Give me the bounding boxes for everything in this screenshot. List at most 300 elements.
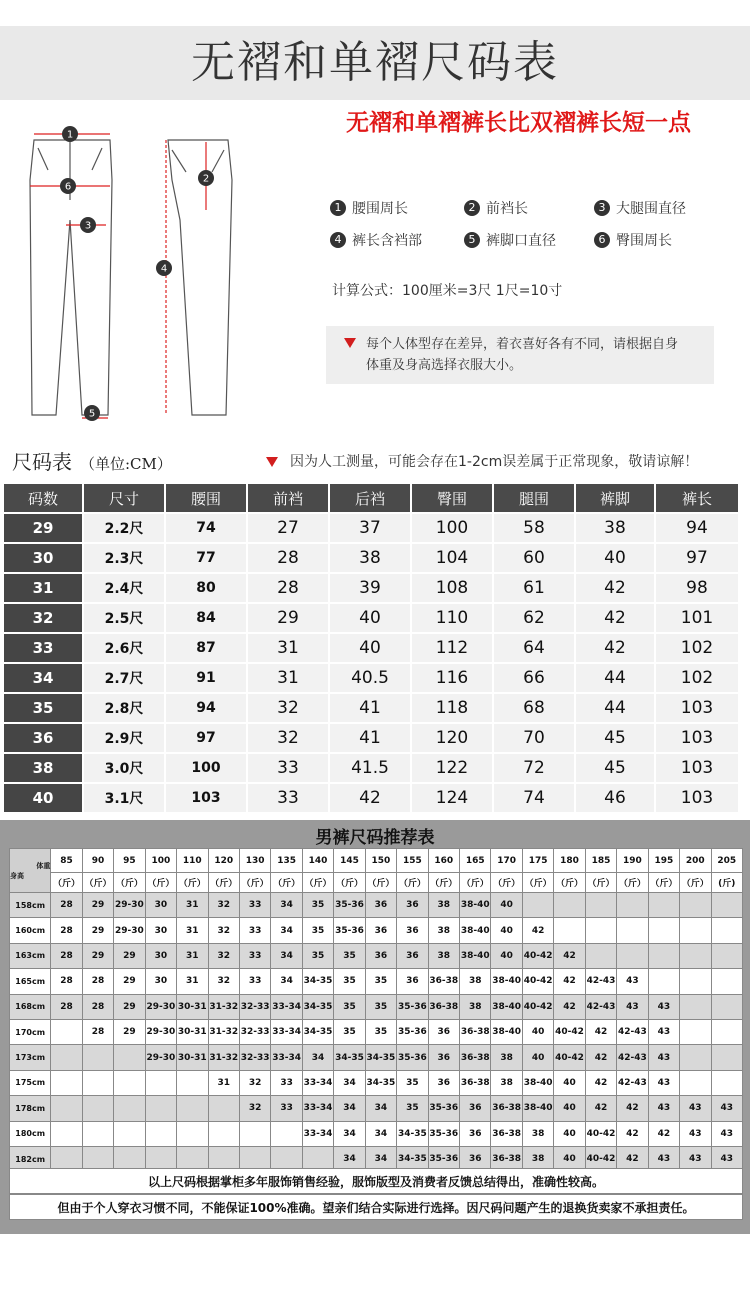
recommend-row xyxy=(10,918,743,943)
size-cell: 2.4尺 xyxy=(84,574,164,602)
size-cell: 80 xyxy=(166,574,246,602)
recommend-cell: 43 xyxy=(648,1045,679,1070)
recommend-cell: 42-43 xyxy=(617,1045,648,1070)
size-col-header: 裤长 xyxy=(656,484,738,512)
recommend-cell: 34 xyxy=(302,1045,333,1070)
legend-label: 臀围周长 xyxy=(616,233,672,249)
recommend-cell: 33-34 xyxy=(271,1045,302,1070)
marker-2-label: 2 xyxy=(202,173,210,185)
recommend-cell: 28 xyxy=(51,893,82,918)
recommend-cell: 40 xyxy=(554,1070,585,1095)
weight-header: 205 xyxy=(711,849,742,873)
size-col-header: 裤脚 xyxy=(576,484,654,512)
size-cell: 72 xyxy=(494,754,574,782)
recommend-cell xyxy=(145,1070,176,1095)
number-icon: 3 xyxy=(594,200,610,216)
unit-cell: （斤） xyxy=(271,873,302,893)
size-cell: 122 xyxy=(412,754,492,782)
footer-note-1: 以上尺码根据掌柜多年服饰销售经验，服饰版型及消费者反馈总结得出，准确性较高。 xyxy=(9,1168,743,1194)
size-cell: 104 xyxy=(412,544,492,572)
recommend-cell: 43 xyxy=(617,969,648,994)
recommend-cell: 38-40 xyxy=(491,994,522,1019)
recommend-cell: 34 xyxy=(271,893,302,918)
unit-cell: （斤） xyxy=(554,873,585,893)
recommend-cell: 42 xyxy=(554,969,585,994)
size-cell: 41 xyxy=(330,724,410,752)
recommend-cell: 43 xyxy=(680,1121,711,1146)
recommend-cell xyxy=(711,1070,742,1095)
size-cell: 40 xyxy=(330,634,410,662)
recommend-cell: 34 xyxy=(365,1096,396,1121)
recommend-cell xyxy=(554,893,585,918)
recommend-cell: 31 xyxy=(177,893,208,918)
unit-row xyxy=(10,873,743,893)
recommend-cell: 34 xyxy=(334,1096,365,1121)
legend-label: 裤长含裆部 xyxy=(352,233,422,249)
recommend-cell: 29 xyxy=(82,918,113,943)
size-code-cell: 29 xyxy=(4,514,82,542)
recommend-row xyxy=(10,1121,743,1146)
recommend-cell: 32 xyxy=(208,943,239,968)
fit-note xyxy=(326,326,714,384)
recommend-cell: 32-33 xyxy=(239,1045,270,1070)
number-icon: 2 xyxy=(464,200,480,216)
recommend-cell xyxy=(617,918,648,943)
weight-header: 100 xyxy=(145,849,176,873)
marker-3-label: 3 xyxy=(84,220,92,232)
recommend-cell: 35 xyxy=(365,994,396,1019)
legend-label: 前裆长 xyxy=(486,201,528,217)
recommend-cell xyxy=(711,969,742,994)
marker-5-label: 5 xyxy=(88,408,96,420)
size-row xyxy=(4,574,738,602)
recommend-cell: 38 xyxy=(460,969,491,994)
recommend-cell: 40-42 xyxy=(554,1045,585,1070)
recommend-cell: 38-40 xyxy=(522,1070,553,1095)
recommend-cell: 38-40 xyxy=(460,918,491,943)
recommend-cell: 42 xyxy=(554,994,585,1019)
subtitle: 无褶和单褶裤长比双褶裤长短一点 xyxy=(346,110,691,136)
recommend-cell: 42 xyxy=(617,1096,648,1121)
size-col-header: 后裆 xyxy=(330,484,410,512)
height-cell: 170cm xyxy=(10,1019,51,1044)
recommend-cell: 42-43 xyxy=(585,994,616,1019)
size-cell: 28 xyxy=(248,544,328,572)
warning-triangle-icon xyxy=(344,338,356,348)
size-heading xyxy=(12,446,172,475)
recommend-cell: 42 xyxy=(554,943,585,968)
recommend-cell: 38 xyxy=(522,1146,553,1171)
size-col-header: 臀围 xyxy=(412,484,492,512)
number-icon: 5 xyxy=(464,232,480,248)
weight-header-label: 体重 xyxy=(36,861,51,870)
recommend-cell: 34-35 xyxy=(365,1045,396,1070)
recommend-cell xyxy=(51,1045,82,1070)
recommend-cell: 28 xyxy=(51,918,82,943)
unit-cell: （斤） xyxy=(82,873,113,893)
recommend-cell: 31 xyxy=(177,943,208,968)
recommend-cell: 34-35 xyxy=(302,969,333,994)
size-cell: 108 xyxy=(412,574,492,602)
recommend-cell: 34-35 xyxy=(397,1121,428,1146)
recommend-cell: 33-34 xyxy=(302,1096,333,1121)
recommend-cell xyxy=(617,893,648,918)
size-cell: 84 xyxy=(166,604,246,632)
unit-cell: （斤） xyxy=(365,873,396,893)
recommend-cell: 40-42 xyxy=(585,1121,616,1146)
recommend-cell: 36-38 xyxy=(460,1070,491,1095)
recommend-row xyxy=(10,1019,743,1044)
unit-cell: （斤） xyxy=(208,873,239,893)
size-cell: 32 xyxy=(248,694,328,722)
size-cell: 101 xyxy=(656,604,738,632)
recommend-cell: 36 xyxy=(397,943,428,968)
recommend-cell: 36 xyxy=(460,1146,491,1171)
recommend-cell xyxy=(585,943,616,968)
recommend-cell: 35 xyxy=(397,1070,428,1095)
recommend-cell xyxy=(585,893,616,918)
size-cell: 31 xyxy=(248,634,328,662)
legend-item xyxy=(330,230,464,250)
recommend-cell: 42 xyxy=(648,1121,679,1146)
recommend-cell: 38-40 xyxy=(491,969,522,994)
recommend-row xyxy=(10,994,743,1019)
measurement-legend xyxy=(330,192,730,256)
recommend-cell: 34 xyxy=(334,1121,365,1146)
size-cell: 28 xyxy=(248,574,328,602)
size-cell: 32 xyxy=(248,724,328,752)
recommend-cell: 43 xyxy=(648,1096,679,1121)
size-cell: 102 xyxy=(656,664,738,692)
unit-cell: （斤） xyxy=(522,873,553,893)
recommend-cell: 34 xyxy=(334,1070,365,1095)
recommend-cell: 36 xyxy=(397,893,428,918)
recommend-cell: 35-36 xyxy=(428,1121,459,1146)
recommend-cell: 33 xyxy=(271,1096,302,1121)
size-cell: 33 xyxy=(248,754,328,782)
recommend-cell: 32 xyxy=(208,918,239,943)
recommend-cell: 33 xyxy=(271,1070,302,1095)
size-row xyxy=(4,694,738,722)
legend-label: 腰围周长 xyxy=(352,201,408,217)
size-row xyxy=(4,664,738,692)
recommend-cell: 38 xyxy=(428,943,459,968)
unit-cell: （斤） xyxy=(617,873,648,893)
recommend-cell: 29-30 xyxy=(114,893,145,918)
size-row xyxy=(4,724,738,752)
recommend-cell: 40-42 xyxy=(522,994,553,1019)
height-cell: 160cm xyxy=(10,918,51,943)
size-cell: 112 xyxy=(412,634,492,662)
recommend-cell xyxy=(177,1121,208,1146)
size-cell: 42 xyxy=(330,784,410,812)
size-cell: 2.6尺 xyxy=(84,634,164,662)
recommend-cell xyxy=(239,1121,270,1146)
size-cell: 97 xyxy=(656,544,738,572)
measurement-note-text: 因为人工测量，可能会存在1-2cm误差属于正常现象，敬请谅解！ xyxy=(290,454,699,470)
weight-header: 170 xyxy=(491,849,522,873)
weight-header: 140 xyxy=(302,849,333,873)
size-cell: 27 xyxy=(248,514,328,542)
unit-cell: （斤） xyxy=(491,873,522,893)
recommend-cell: 34 xyxy=(334,1146,365,1171)
weight-header-row xyxy=(10,849,743,873)
recommend-cell: 31 xyxy=(177,918,208,943)
recommend-cell xyxy=(51,1070,82,1095)
recommend-cell: 36 xyxy=(397,918,428,943)
recommend-cell: 33 xyxy=(239,969,270,994)
recommend-cell xyxy=(680,994,711,1019)
size-cell: 40.5 xyxy=(330,664,410,692)
recommend-cell xyxy=(648,893,679,918)
recommend-cell xyxy=(680,918,711,943)
recommend-cell: 40 xyxy=(522,1019,553,1044)
recommend-cell: 31-32 xyxy=(208,1019,239,1044)
size-cell: 3.1尺 xyxy=(84,784,164,812)
size-cell: 103 xyxy=(656,754,738,782)
recommend-cell: 29 xyxy=(82,893,113,918)
height-cell: 173cm xyxy=(10,1045,51,1070)
legend-item xyxy=(330,198,464,218)
size-col-header: 腿围 xyxy=(494,484,574,512)
legend-item xyxy=(594,230,672,250)
weight-header: 190 xyxy=(617,849,648,873)
unit-cell: （斤） xyxy=(397,873,428,893)
size-cell: 2.3尺 xyxy=(84,544,164,572)
recommend-cell: 35 xyxy=(334,969,365,994)
size-cell: 39 xyxy=(330,574,410,602)
size-table xyxy=(2,482,740,814)
recommend-cell: 43 xyxy=(711,1096,742,1121)
measurement-note xyxy=(266,451,698,471)
size-cell: 42 xyxy=(576,634,654,662)
weight-header: 200 xyxy=(680,849,711,873)
size-cell: 2.9尺 xyxy=(84,724,164,752)
recommend-cell: 31 xyxy=(208,1070,239,1095)
unit-cell: （斤） xyxy=(177,873,208,893)
recommend-cell: 38-40 xyxy=(522,1096,553,1121)
recommend-cell xyxy=(680,943,711,968)
size-cell: 103 xyxy=(166,784,246,812)
size-cell: 46 xyxy=(576,784,654,812)
size-cell: 103 xyxy=(656,724,738,752)
recommend-cell: 42 xyxy=(585,1070,616,1095)
size-cell: 103 xyxy=(656,784,738,812)
recommend-cell xyxy=(680,893,711,918)
recommend-cell: 40 xyxy=(491,918,522,943)
recommend-cell: 43 xyxy=(680,1096,711,1121)
size-cell: 29 xyxy=(248,604,328,632)
recommend-cell: 40-42 xyxy=(585,1146,616,1171)
recommend-cell xyxy=(711,1019,742,1044)
size-cell: 77 xyxy=(166,544,246,572)
size-cell: 103 xyxy=(656,694,738,722)
recommend-cell: 35 xyxy=(365,1019,396,1044)
recommend-cell: 43 xyxy=(648,1146,679,1171)
size-code-cell: 30 xyxy=(4,544,82,572)
size-cell: 42 xyxy=(576,574,654,602)
size-code-cell: 31 xyxy=(4,574,82,602)
unit-cell: （斤） xyxy=(585,873,616,893)
pants-diagram xyxy=(20,120,300,430)
recommend-cell xyxy=(177,1096,208,1121)
weight-header: 160 xyxy=(428,849,459,873)
recommend-cell: 35-36 xyxy=(397,1045,428,1070)
size-cell: 31 xyxy=(248,664,328,692)
recommend-cell: 36-38 xyxy=(491,1096,522,1121)
recommend-cell: 43 xyxy=(711,1146,742,1171)
recommend-cell: 40-42 xyxy=(522,943,553,968)
size-cell: 97 xyxy=(166,724,246,752)
recommend-cell: 36 xyxy=(428,1019,459,1044)
size-cell: 58 xyxy=(494,514,574,542)
recommend-cell: 28 xyxy=(51,969,82,994)
legend-label: 裤脚口直径 xyxy=(486,233,556,249)
recommend-cell xyxy=(711,1045,742,1070)
size-cell: 45 xyxy=(576,754,654,782)
size-cell: 110 xyxy=(412,604,492,632)
recommend-cell: 31-32 xyxy=(208,994,239,1019)
recommend-cell: 36-38 xyxy=(491,1146,522,1171)
warning-triangle-icon xyxy=(266,457,278,467)
legend-item xyxy=(594,198,686,218)
recommend-cell: 42 xyxy=(617,1146,648,1171)
size-cell: 62 xyxy=(494,604,574,632)
marker-6-label: 6 xyxy=(64,181,72,193)
recommend-cell: 38-40 xyxy=(460,943,491,968)
recommend-cell xyxy=(114,1045,145,1070)
recommend-cell xyxy=(522,893,553,918)
size-code-cell: 36 xyxy=(4,724,82,752)
recommend-cell: 30 xyxy=(145,918,176,943)
recommend-cell: 34 xyxy=(271,969,302,994)
recommend-cell: 29 xyxy=(114,994,145,1019)
height-header-label: 身高 xyxy=(10,871,24,880)
recommend-cell: 35 xyxy=(334,994,365,1019)
legend-label: 大腿围直径 xyxy=(616,201,686,217)
recommend-cell: 30-31 xyxy=(177,994,208,1019)
recommend-cell: 38-40 xyxy=(460,893,491,918)
recommend-cell: 35 xyxy=(302,893,333,918)
recommend-cell: 28 xyxy=(51,994,82,1019)
recommend-cell: 32-33 xyxy=(239,994,270,1019)
recommend-cell: 34-35 xyxy=(302,1019,333,1044)
recommend-cell: 38 xyxy=(428,918,459,943)
height-cell: 158cm xyxy=(10,893,51,918)
recommend-cell xyxy=(82,1045,113,1070)
recommend-cell: 36 xyxy=(460,1096,491,1121)
unit-cell: （斤） xyxy=(460,873,491,893)
recommend-cell: 35 xyxy=(334,1019,365,1044)
recommend-cell: 38-40 xyxy=(491,1019,522,1044)
unit-cell: （斤） xyxy=(114,873,145,893)
weight-header: 180 xyxy=(554,849,585,873)
size-col-header: 码数 xyxy=(4,484,82,512)
recommend-cell: 32-33 xyxy=(239,1019,270,1044)
height-cell: 168cm xyxy=(10,994,51,1019)
marker-4-label: 4 xyxy=(160,263,168,275)
unit-cell: （斤） xyxy=(428,873,459,893)
size-table-body xyxy=(4,514,738,812)
size-code-cell: 40 xyxy=(4,784,82,812)
number-icon: 1 xyxy=(330,200,346,216)
size-cell: 44 xyxy=(576,694,654,722)
recommend-cell: 29-30 xyxy=(145,1045,176,1070)
weight-header: 175 xyxy=(522,849,553,873)
recommend-cell: 35-36 xyxy=(334,918,365,943)
height-cell: 163cm xyxy=(10,943,51,968)
recommend-cell xyxy=(711,943,742,968)
recommend-cell: 35 xyxy=(397,1096,428,1121)
unit-cell: （斤） xyxy=(145,873,176,893)
footer-note-2: 但由于个人穿衣习惯不同，不能保证100%准确。望亲们结合实际进行选择。因尺码问题产生的退换货卖家不承担责任。 xyxy=(9,1194,743,1220)
recommend-row xyxy=(10,943,743,968)
size-cell: 2.5尺 xyxy=(84,604,164,632)
recommend-cell xyxy=(711,893,742,918)
recommend-cell: 36-38 xyxy=(491,1121,522,1146)
recommend-cell: 32 xyxy=(239,1070,270,1095)
unit-cell: （斤） xyxy=(648,873,679,893)
recommend-row xyxy=(10,1096,743,1121)
recommend-cell: 32 xyxy=(239,1096,270,1121)
page-title: 无褶和单褶尺码表 xyxy=(191,37,559,88)
recommend-cell xyxy=(114,1070,145,1095)
recommend-cell: 33 xyxy=(239,918,270,943)
size-row xyxy=(4,754,738,782)
recommend-cell xyxy=(82,1096,113,1121)
recommend-cell: 36 xyxy=(428,1045,459,1070)
recommend-cell: 33-34 xyxy=(271,1019,302,1044)
size-cell: 38 xyxy=(576,514,654,542)
recommend-cell: 34-35 xyxy=(397,1146,428,1171)
unit-cell: （斤） xyxy=(334,873,365,893)
recommend-cell: 38 xyxy=(460,994,491,1019)
number-icon: 6 xyxy=(594,232,610,248)
recommend-cell xyxy=(554,918,585,943)
size-code-cell: 38 xyxy=(4,754,82,782)
size-row xyxy=(4,604,738,632)
size-cell: 40 xyxy=(330,604,410,632)
legend-item xyxy=(464,198,594,218)
weight-header: 155 xyxy=(397,849,428,873)
recommend-cell: 40 xyxy=(522,1045,553,1070)
recommend-cell: 40 xyxy=(554,1096,585,1121)
weight-header: 195 xyxy=(648,849,679,873)
size-cell: 41 xyxy=(330,694,410,722)
size-cell: 68 xyxy=(494,694,574,722)
recommend-cell: 33-34 xyxy=(271,994,302,1019)
recommend-cell: 35 xyxy=(302,943,333,968)
recommend-cell: 33 xyxy=(239,893,270,918)
weight-header: 145 xyxy=(334,849,365,873)
recommend-cell xyxy=(711,994,742,1019)
recommend-cell: 38 xyxy=(428,893,459,918)
unit-cell: （斤） xyxy=(302,873,333,893)
height-cell: 180cm xyxy=(10,1121,51,1146)
note-line: 体重及身高选择衣服大小。 xyxy=(366,358,523,373)
size-code-cell: 33 xyxy=(4,634,82,662)
size-cell: 42 xyxy=(576,604,654,632)
recommend-cell: 36 xyxy=(397,969,428,994)
size-col-header: 尺寸 xyxy=(84,484,164,512)
recommend-cell xyxy=(145,1121,176,1146)
recommend-cell: 35 xyxy=(365,969,396,994)
size-cell: 74 xyxy=(166,514,246,542)
weight-header: 165 xyxy=(460,849,491,873)
recommend-cell xyxy=(617,943,648,968)
recommend-cell: 43 xyxy=(711,1121,742,1146)
recommend-cell: 35-36 xyxy=(397,994,428,1019)
